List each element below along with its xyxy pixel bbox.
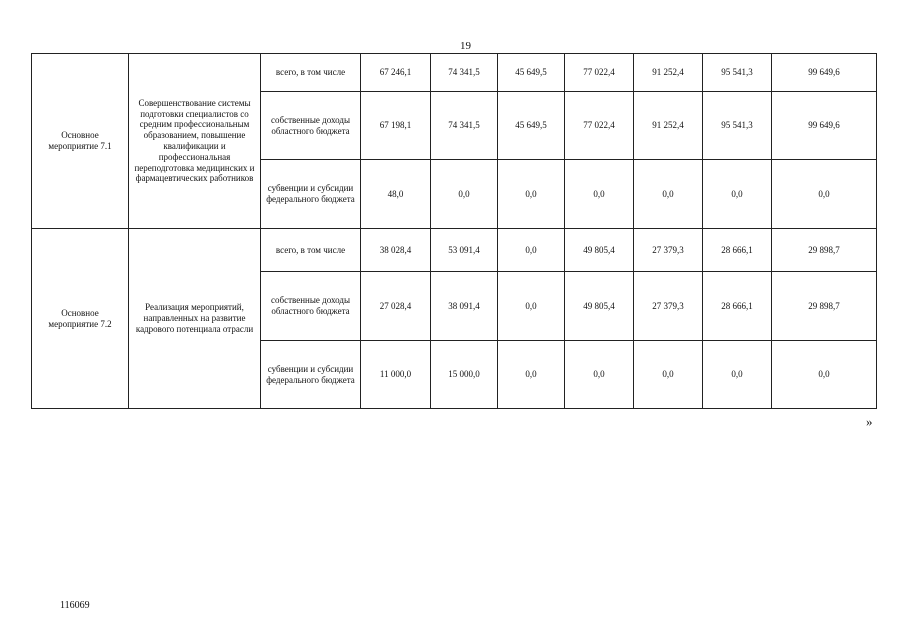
value-cell: 45 649,5 — [498, 54, 565, 92]
value-cell: 27 379,3 — [634, 229, 703, 272]
funding-kind: субвенции и субсидии федерального бюджета — [261, 160, 361, 229]
value-cell: 95 541,3 — [703, 54, 772, 92]
value-cell: 48,0 — [361, 160, 431, 229]
measure-description: Совершенствование системы подготовки специалистов со средним профессиональным образованием, повышение квалификации и профессиональная переподготовка медицинских и фармацевтических работников — [129, 54, 261, 229]
value-cell: 0,0 — [703, 341, 772, 409]
budget-table — [31, 53, 877, 409]
value-cell: 38 091,4 — [431, 272, 498, 341]
value-cell: 0,0 — [498, 160, 565, 229]
value-cell: 0,0 — [634, 160, 703, 229]
value-cell: 27 379,3 — [634, 272, 703, 341]
value-cell: 0,0 — [703, 160, 772, 229]
value-cell: 49 805,4 — [565, 272, 634, 341]
page-number: 19 — [460, 40, 471, 52]
measure-code: Основное мероприятие 7.1 — [32, 54, 129, 229]
value-cell: 49 805,4 — [565, 229, 634, 272]
value-cell: 67 198,1 — [361, 92, 431, 160]
value-cell: 0,0 — [634, 341, 703, 409]
value-cell: 67 246,1 — [361, 54, 431, 92]
funding-kind: собственные доходы областного бюджета — [261, 92, 361, 160]
value-cell: 29 898,7 — [772, 229, 877, 272]
value-cell: 74 341,5 — [431, 92, 498, 160]
value-cell: 28 666,1 — [703, 229, 772, 272]
document-code: 116069 — [60, 600, 90, 611]
funding-kind: собственные доходы областного бюджета — [261, 272, 361, 341]
table-row — [32, 229, 877, 272]
value-cell: 0,0 — [431, 160, 498, 229]
funding-kind: всего, в том числе — [261, 54, 361, 92]
measure-code: Основное мероприятие 7.2 — [32, 229, 129, 409]
funding-kind: субвенции и субсидии федерального бюджета — [261, 341, 361, 409]
closing-quote: » — [866, 414, 873, 429]
value-cell: 0,0 — [772, 160, 877, 229]
value-cell: 53 091,4 — [431, 229, 498, 272]
funding-kind: всего, в том числе — [261, 229, 361, 272]
value-cell: 15 000,0 — [431, 341, 498, 409]
value-cell: 0,0 — [498, 272, 565, 341]
value-cell: 0,0 — [498, 341, 565, 409]
value-cell: 27 028,4 — [361, 272, 431, 341]
value-cell: 99 649,6 — [772, 54, 877, 92]
value-cell: 11 000,0 — [361, 341, 431, 409]
value-cell: 28 666,1 — [703, 272, 772, 341]
value-cell: 29 898,7 — [772, 272, 877, 341]
value-cell: 0,0 — [565, 341, 634, 409]
value-cell: 99 649,6 — [772, 92, 877, 160]
value-cell: 0,0 — [498, 229, 565, 272]
value-cell: 91 252,4 — [634, 54, 703, 92]
value-cell: 91 252,4 — [634, 92, 703, 160]
table-row — [32, 54, 877, 92]
measure-description: Реализация мероприятий, направленных на развитие кадрового потенциала отрасли — [129, 229, 261, 409]
value-cell: 77 022,4 — [565, 54, 634, 92]
value-cell: 77 022,4 — [565, 92, 634, 160]
value-cell: 0,0 — [772, 341, 877, 409]
value-cell: 95 541,3 — [703, 92, 772, 160]
value-cell: 45 649,5 — [498, 92, 565, 160]
value-cell: 0,0 — [565, 160, 634, 229]
value-cell: 38 028,4 — [361, 229, 431, 272]
value-cell: 74 341,5 — [431, 54, 498, 92]
